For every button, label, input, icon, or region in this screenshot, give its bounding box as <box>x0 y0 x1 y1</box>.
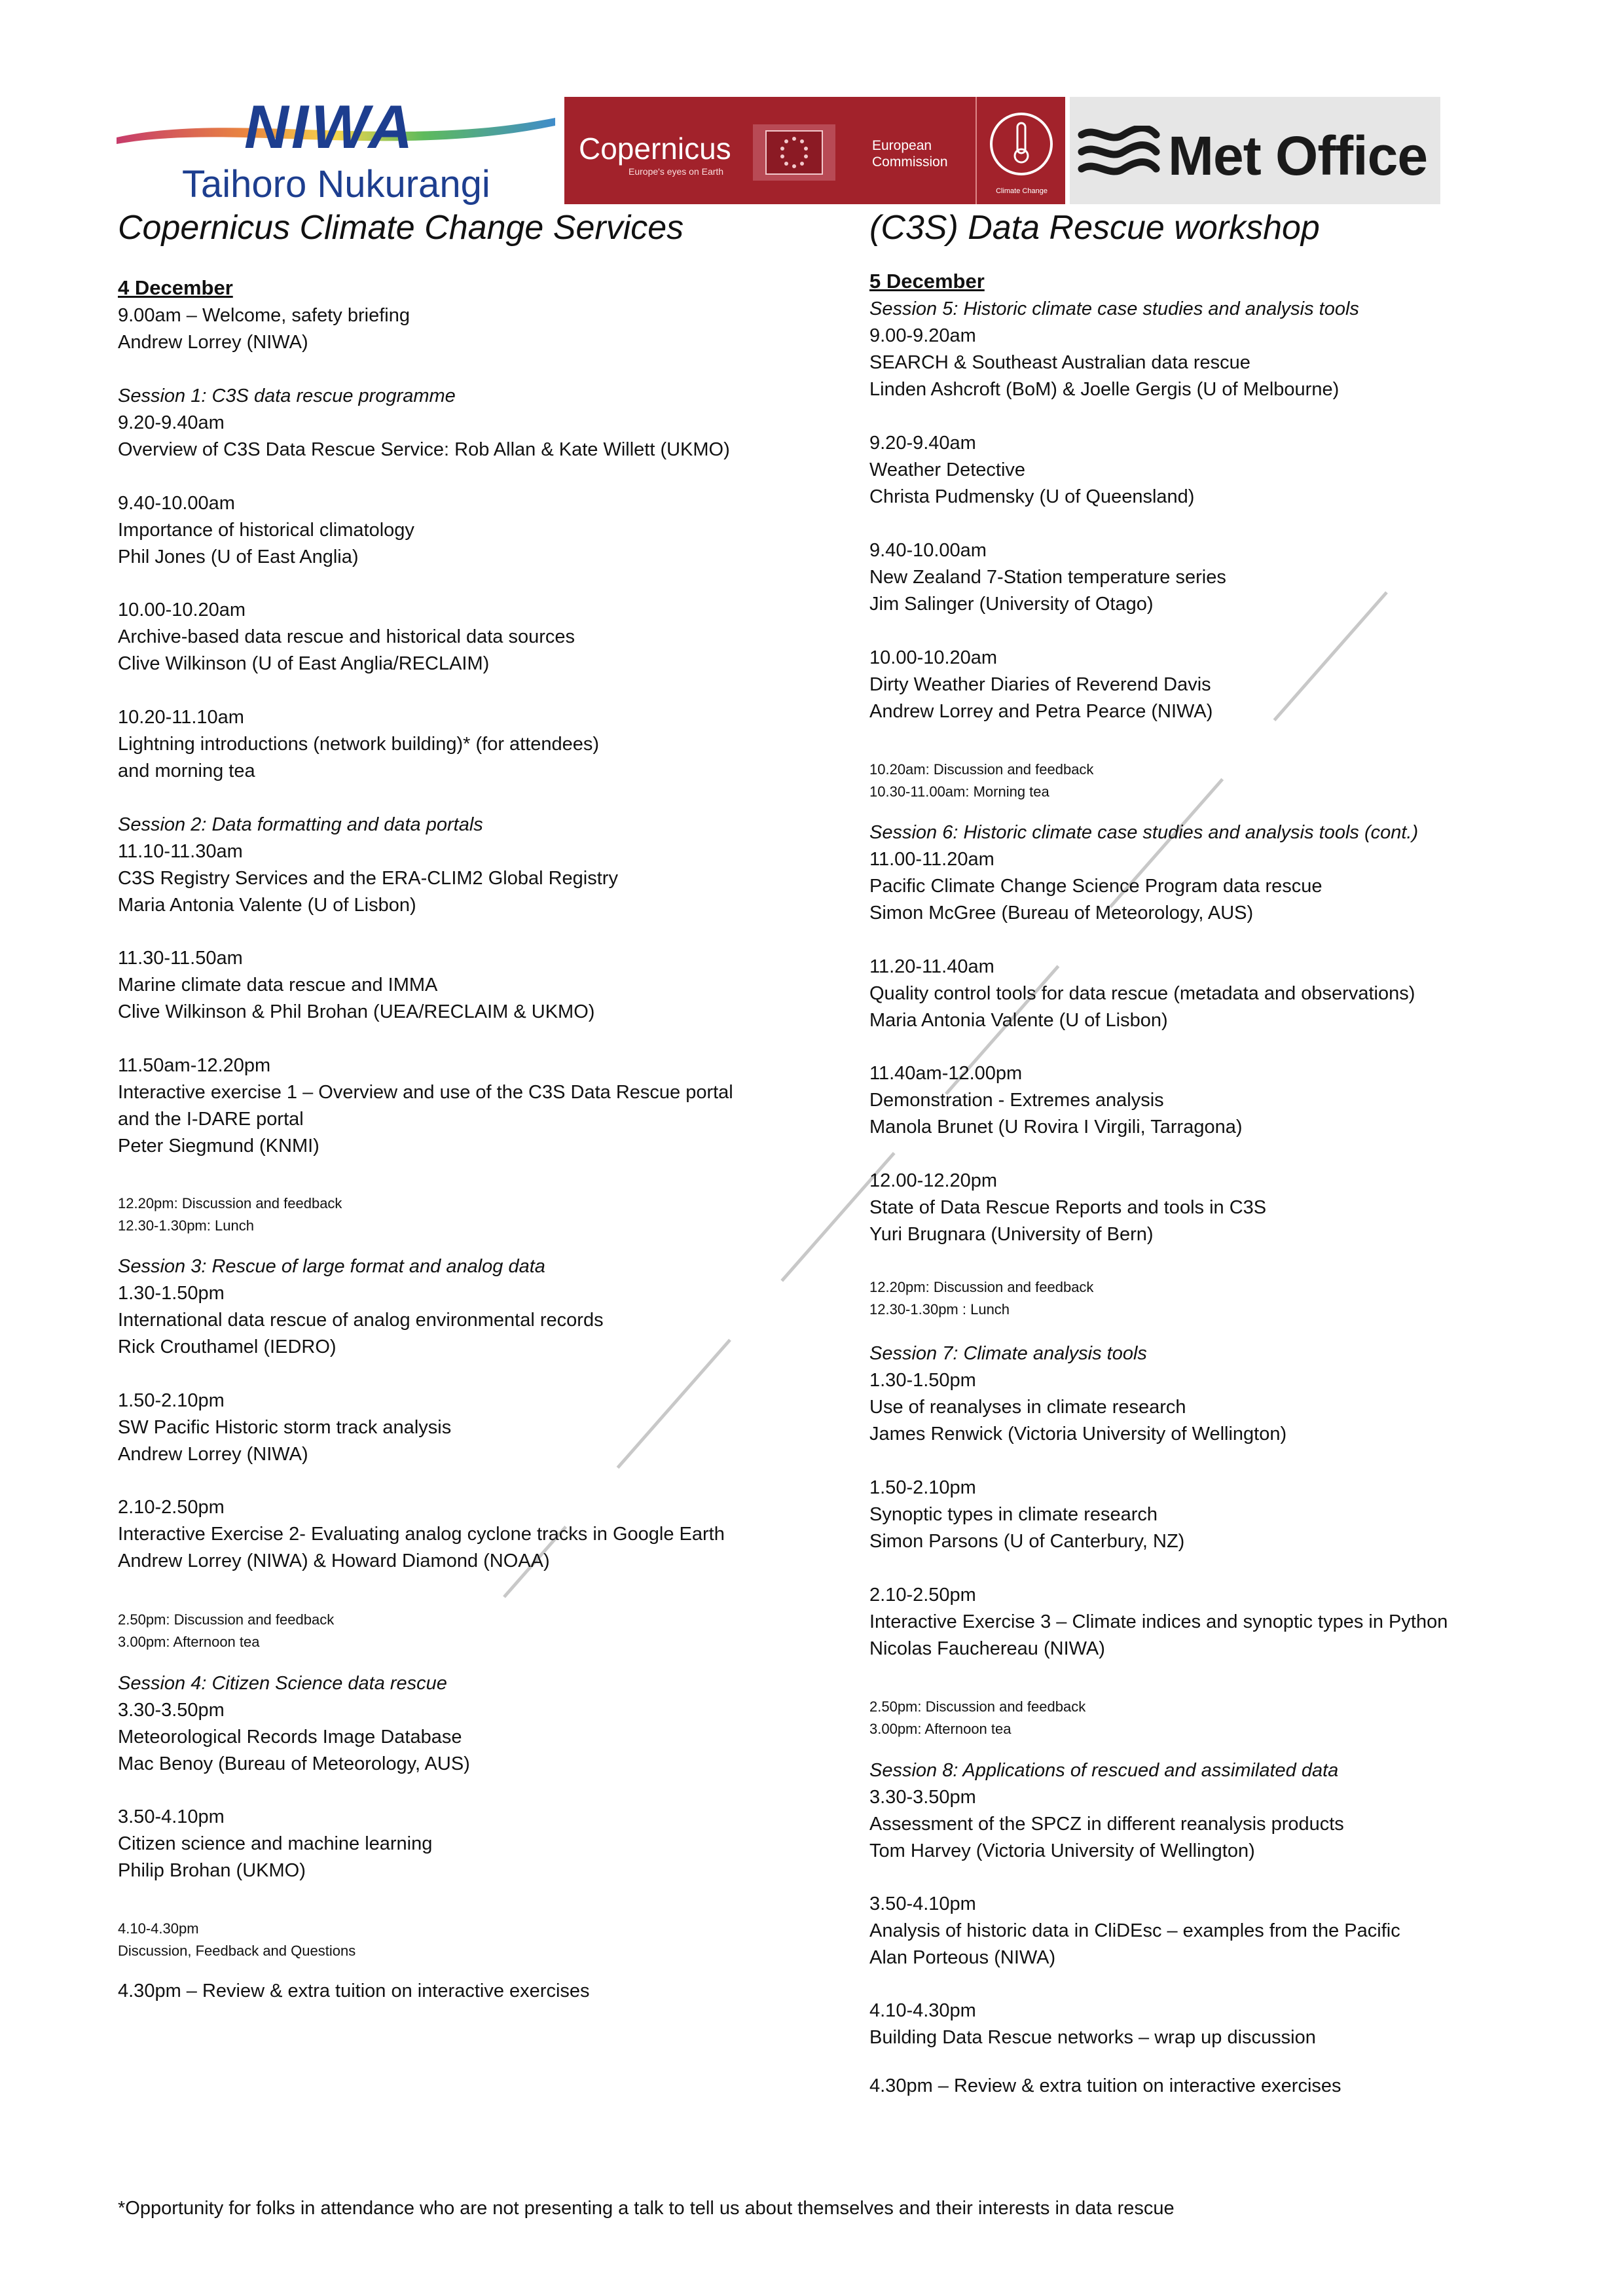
item-text: 4.30pm – Review & extra tuition on interactive exercises <box>118 1981 590 2001</box>
item-text: Philip Brohan (UKMO) <box>118 1860 306 1881</box>
item-text: 9.20-9.40am <box>118 412 225 433</box>
schedule-item <box>869 645 1213 725</box>
ec-line-2: Commission <box>872 154 948 170</box>
niwa-subtitle: Taihoro Nukurangi <box>182 163 490 206</box>
schedule-note <box>869 759 1093 803</box>
item-text: Synoptic types in climate research <box>869 1504 1158 1525</box>
item-text: 1.30-1.50pm <box>118 1283 225 1304</box>
niwa-wordmark: NIWA <box>244 92 416 161</box>
note-text: 2.50pm: Discussion and feedback <box>118 1611 335 1628</box>
item-text: Interactive Exercise 3 – Climate indices and synoptic types in Python <box>869 1611 1448 1632</box>
item-text: Interactive exercise 1 – Overview and use of the C3S Data Rescue portal <box>118 1082 733 1103</box>
item-text: C3S Registry Services and the ERA-CLIM2 Global Registry <box>118 868 618 889</box>
schedule-item <box>118 1494 725 1575</box>
schedule-item <box>869 1891 1400 1971</box>
item-text: Meteorological Records Image Database <box>118 1727 462 1748</box>
item-text: Tom Harvey (Victoria University of Wellington) <box>869 1840 1255 1861</box>
schedule-note <box>869 1696 1085 1740</box>
schedule-note <box>118 1918 356 1962</box>
item-text: Importance of historical climatology <box>118 520 414 541</box>
day-2-heading: 5 December <box>869 270 985 293</box>
item-text: 4.10-4.30pm <box>869 2000 976 2021</box>
item-text: 9.00am – Welcome, safety briefing <box>118 305 410 326</box>
item-text: Assessment of the SPCZ in different reanalysis products <box>869 1814 1344 1835</box>
schedule-item <box>118 597 575 677</box>
day-2-heading-block <box>869 267 985 296</box>
item-text: 3.30-3.50pm <box>869 1787 976 1808</box>
item-text: 11.10-11.30am <box>118 841 243 862</box>
schedule-item <box>869 1475 1184 1555</box>
session-title: Session 8: Applications of rescued and assimilated data <box>869 1760 1339 1781</box>
item-text: Building Data Rescue networks – wrap up discussion <box>869 2027 1316 2048</box>
note-text: 10.20am: Discussion and feedback <box>869 761 1094 778</box>
session-title: Session 1: C3S data rescue programme <box>118 386 456 406</box>
session-title: Session 5: Historic climate case studies and analysis tools <box>869 298 1359 319</box>
item-text: 11.00-11.20am <box>869 849 994 870</box>
item-text: Andrew Lorrey (NIWA) <box>118 332 308 353</box>
schedule-item <box>869 1060 1243 1141</box>
item-text: SW Pacific Historic storm track analysis <box>118 1417 452 1438</box>
item-text: 2.10-2.50pm <box>118 1497 225 1518</box>
item-text: State of Data Rescue Reports and tools in C3S <box>869 1197 1267 1218</box>
schedule-item <box>118 704 599 785</box>
schedule-item <box>869 954 1415 1034</box>
schedule-item <box>118 490 414 571</box>
note-text: 12.30-1.30pm: Lunch <box>118 1217 254 1234</box>
item-text: 3.30-3.50pm <box>118 1700 225 1721</box>
note-text: 3.00pm: Afternoon tea <box>118 1634 260 1650</box>
note-text: 2.50pm: Discussion and feedback <box>869 1698 1086 1715</box>
item-text: Simon Parsons (U of Canterbury, NZ) <box>869 1531 1185 1552</box>
item-text: James Renwick (Victoria University of Wellington) <box>869 1424 1287 1444</box>
item-text: 12.00-12.20pm <box>869 1170 998 1191</box>
item-text: Andrew Lorrey (NIWA) <box>118 1444 308 1465</box>
item-text: Interactive Exercise 2- Evaluating analog cyclone tracks in Google Earth <box>118 1524 725 1545</box>
item-text: Weather Detective <box>869 459 1026 480</box>
schedule-item <box>869 2073 1341 2100</box>
schedule-item <box>118 302 410 356</box>
copernicus-wordmark: Copernicus <box>579 132 731 166</box>
item-text: 9.40-10.00am <box>118 493 235 514</box>
schedule-item <box>118 1804 432 1884</box>
item-text: Maria Antonia Valente (U of Lisbon) <box>118 895 416 916</box>
item-text: Citizen science and machine learning <box>118 1833 433 1854</box>
item-text: Yuri Brugnara (University of Bern) <box>869 1224 1154 1245</box>
schedule-item <box>869 1340 1286 1448</box>
item-text: Nicolas Fauchereau (NIWA) <box>869 1638 1105 1659</box>
session-title: Session 3: Rescue of large format and analog data <box>118 1256 545 1277</box>
item-text: and morning tea <box>118 761 255 781</box>
item-text: 9.40-10.00am <box>869 540 987 561</box>
item-text: Andrew Lorrey and Petra Pearce (NIWA) <box>869 701 1213 722</box>
ec-line-1: European <box>872 138 932 153</box>
item-text: Analysis of historic data in CliDEsc – examples from the Pacific <box>869 1920 1400 1941</box>
item-text: Peter Siegmund (KNMI) <box>118 1136 319 1157</box>
schedule-item <box>869 430 1194 511</box>
day-1-heading: 4 December <box>118 276 233 299</box>
schedule-item <box>118 812 618 919</box>
schedule-item <box>869 537 1226 618</box>
item-text: Quality control tools for data rescue (metadata and observations) <box>869 983 1415 1004</box>
item-text: Demonstration - Extremes analysis <box>869 1090 1164 1111</box>
note-text: 10.30-11.00am: Morning tea <box>869 783 1049 800</box>
session-title: Session 2: Data formatting and data portals <box>118 814 483 835</box>
item-text: New Zealand 7-Station temperature series <box>869 567 1226 588</box>
item-text: 3.50-4.10pm <box>118 1806 225 1827</box>
item-text: Clive Wilkinson (U of East Anglia/RECLAIM) <box>118 653 490 674</box>
schedule-item <box>869 1757 1344 1865</box>
met-office-wordmark: Met Office <box>1168 125 1428 187</box>
session-title: Session 6: Historic climate case studies and analysis tools (cont.) <box>869 822 1419 843</box>
item-text: 1.50-2.10pm <box>118 1390 225 1411</box>
item-text: Phil Jones (U of East Anglia) <box>118 547 359 567</box>
page-title-right: (C3S) Data Rescue workshop <box>869 209 1320 247</box>
item-text: 11.20-11.40am <box>869 956 994 977</box>
session-title: Session 4: Citizen Science data rescue <box>118 1673 447 1694</box>
schedule-item <box>118 945 594 1026</box>
schedule-note <box>118 1193 342 1237</box>
item-text: Lightning introductions (network building)* (for attendees) <box>118 734 600 755</box>
item-text: 11.40am-12.00pm <box>869 1063 1023 1084</box>
item-text: Alan Porteous (NIWA) <box>869 1947 1056 1968</box>
item-text: 4.30pm – Review & extra tuition on interactive exercises <box>869 2075 1341 2096</box>
schedule-item <box>869 819 1418 927</box>
schedule-item <box>118 1052 733 1160</box>
item-text: Maria Antonia Valente (U of Lisbon) <box>869 1010 1168 1031</box>
item-text: 3.50-4.10pm <box>869 1893 976 1914</box>
schedule-item <box>869 1998 1316 2051</box>
page-title-left: Copernicus Climate Change Services <box>118 209 684 247</box>
item-text: Clive Wilkinson & Phil Brohan (UEA/RECLAIM & UKMO) <box>118 1001 595 1022</box>
item-text: Manola Brunet (U Rovira I Virgili, Tarragona) <box>869 1117 1243 1138</box>
item-text: 2.10-2.50pm <box>869 1585 976 1605</box>
item-text: Mac Benoy (Bureau of Meteorology, AUS) <box>118 1753 470 1774</box>
schedule-note <box>869 1276 1093 1321</box>
note-text: Discussion, Feedback and Questions <box>118 1943 356 1959</box>
item-text: Marine climate data rescue and IMMA <box>118 975 438 996</box>
note-text: 3.00pm: Afternoon tea <box>869 1721 1012 1737</box>
item-text: Simon McGree (Bureau of Meteorology, AUS) <box>869 903 1254 924</box>
schedule-note <box>118 1609 334 1653</box>
schedule-item <box>118 1978 590 2005</box>
item-text: Overview of C3S Data Rescue Service: Rob Allan & Kate Willett (UKMO) <box>118 439 730 460</box>
note-text: 12.30-1.30pm : Lunch <box>869 1301 1010 1318</box>
item-text: 9.20-9.40am <box>869 433 976 454</box>
item-text: Pacific Climate Change Science Program data rescue <box>869 876 1322 897</box>
item-text: Christa Pudmensky (U of Queensland) <box>869 486 1195 507</box>
item-text: International data rescue of analog environmental records <box>118 1310 604 1331</box>
schedule-item <box>118 1670 470 1778</box>
item-text: SEARCH & Southeast Australian data rescue <box>869 352 1250 373</box>
item-text: 10.00-10.20am <box>118 600 246 620</box>
climate-change-label: Climate Change <box>996 187 1048 195</box>
note-text: 4.10-4.30pm <box>118 1920 199 1937</box>
item-text: 1.50-2.10pm <box>869 1477 976 1498</box>
item-text: 10.00-10.20am <box>869 647 998 668</box>
item-text: Use of reanalyses in climate research <box>869 1397 1186 1418</box>
schedule-item <box>118 1253 604 1361</box>
item-text: and the I-DARE portal <box>118 1109 304 1130</box>
copernicus-tagline: Europe's eyes on Earth <box>629 166 724 177</box>
footnote: *Opportunity for folks in attendance who are not presenting a talk to tell us about themselves and their interests in data rescue <box>118 2198 1175 2219</box>
item-text: 11.50am-12.20pm <box>118 1055 271 1076</box>
item-text: 11.30-11.50am <box>118 948 243 969</box>
item-text: Andrew Lorrey (NIWA) & Howard Diamond (NOAA) <box>118 1551 550 1571</box>
item-text: Jim Salinger (University of Otago) <box>869 594 1154 615</box>
item-text: Rick Crouthamel (IEDRO) <box>118 1336 337 1357</box>
item-text: Linden Ashcroft (BoM) & Joelle Gergis (U of Melbourne) <box>869 379 1340 400</box>
item-text: 9.00-9.20am <box>869 325 976 346</box>
session-title: Session 7: Climate analysis tools <box>869 1343 1147 1364</box>
schedule-item <box>869 1168 1266 1248</box>
item-text: Dirty Weather Diaries of Reverend Davis <box>869 674 1211 695</box>
note-text: 12.20pm: Discussion and feedback <box>118 1195 342 1211</box>
schedule-item <box>869 1582 1448 1662</box>
day-1-heading-block <box>118 274 233 302</box>
item-text: 10.20-11.10am <box>118 707 244 728</box>
note-text: 12.20pm: Discussion and feedback <box>869 1279 1094 1295</box>
schedule-item <box>869 296 1359 403</box>
item-text: Archive-based data rescue and historical data sources <box>118 626 575 647</box>
schedule-item <box>118 1388 451 1468</box>
item-text: 1.30-1.50pm <box>869 1370 976 1391</box>
schedule-item <box>118 383 730 463</box>
